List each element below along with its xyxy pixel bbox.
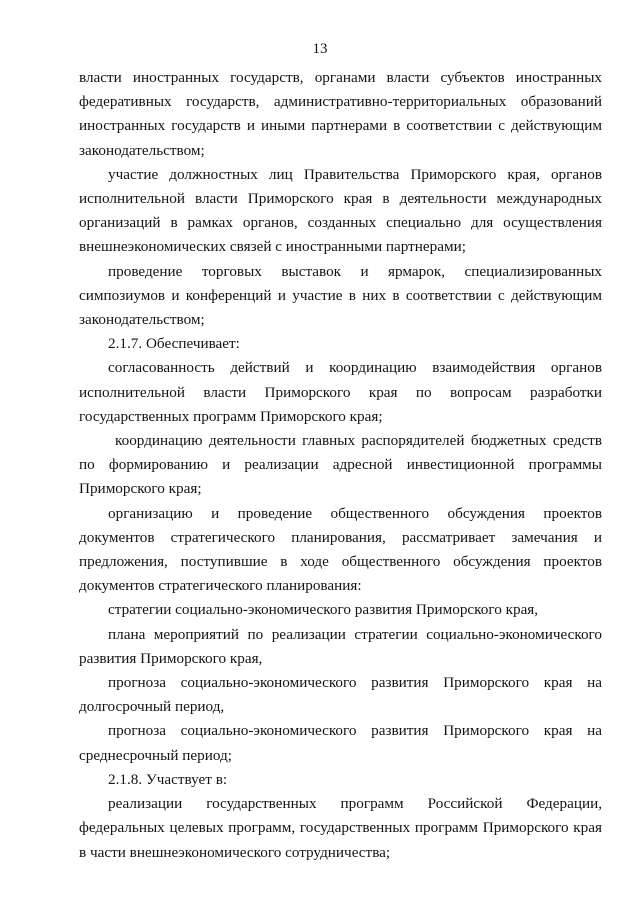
- list-item-long-term-forecast: прогноза социально-экономического развития Приморского края на долгосрочный период,: [79, 674, 602, 716]
- paragraph-state-programs: реализации государственных программ Российской Федерации, федеральных целевых программ, государственных программ Приморского края в части внешнеэкономического сотрудничества;: [79, 795, 602, 861]
- section-heading-2-1-7: 2.1.7. Обеспечивает:: [108, 335, 240, 353]
- list-item-medium-term-forecast: прогноза социально-экономического развития Приморского края на среднесрочный период;: [79, 722, 602, 764]
- paragraph-public-discussion: организацию и проведение общественного обсуждения проектов документов стратегического планирования, рассматривает замечания и предложения, поступившие в ходе общественного обсуждения проектов документов стратегического планирования:: [79, 504, 602, 595]
- paragraph-exhibitions: проведение торговых выставок и ярмарок, специализированных симпозиумов и конференций и участие в них в соответствии с действующим законодательством;: [79, 262, 602, 329]
- paragraph-budget-coordination: координацию деятельности главных распорядителей бюджетных средств по формированию и реализации адресной инвестиционной программы Приморского края;: [79, 432, 602, 498]
- list-item-strategy: стратегии социально-экономического развития Приморского края,: [108, 601, 539, 619]
- document-body: [79, 66, 602, 865]
- paragraph-continuation: власти иностранных государств, органами власти субъектов иностранных федеративных государств, административно-территориальных образований иностранных государств и иными партнерами в соответствии с действующим законодательством;: [79, 69, 602, 159]
- paragraph-officials-participation: участие должностных лиц Правительства Приморского края, органов исполнительной власти Приморского края в деятельности международных организаций в рамках органов, созданных специально для осуществления внешнеэкономических связей с иностранными партнерами;: [79, 165, 602, 256]
- section-heading-2-1-8: 2.1.8. Участвует в:: [108, 770, 228, 788]
- paragraph-coordination: согласованность действий и координацию взаимодействия органов исполнительной власти Приморского края по вопросам разработки государственных программ Приморского края;: [79, 359, 602, 425]
- page-number: 13: [312, 41, 328, 57]
- list-item-action-plan: плана мероприятий по реализации стратегии социально-экономического развития Приморского края,: [79, 625, 602, 667]
